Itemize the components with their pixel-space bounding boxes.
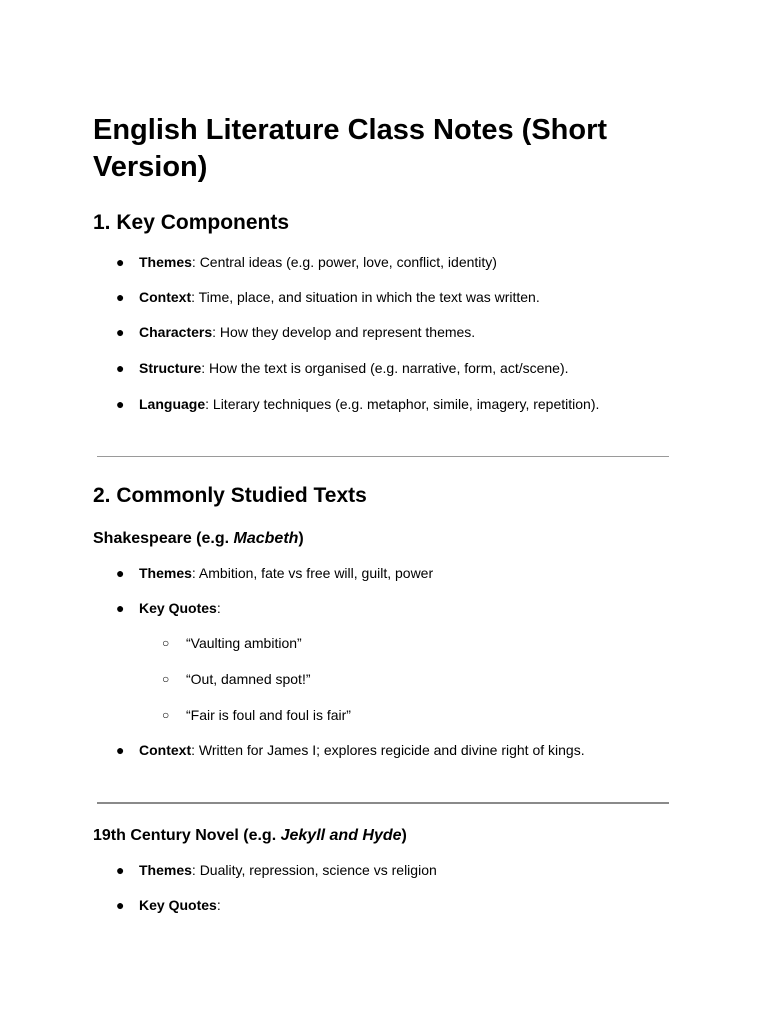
term-label: Context <box>139 742 192 758</box>
hollow-bullet-icon: ○ <box>162 672 170 686</box>
term-description: : How they develop and represent themes. <box>212 324 476 340</box>
term-description: : Ambition, fate vs free will, guilt, power <box>191 565 434 581</box>
bullet-icon: ● <box>116 742 125 758</box>
section-heading-key-components: 1. Key Components <box>93 211 290 234</box>
subheading-prefix: Shakespeare (e.g. <box>93 530 234 547</box>
bullet-icon: ● <box>116 360 125 376</box>
term-label: Themes <box>139 254 192 270</box>
subheading-title: Macbeth <box>233 530 299 547</box>
term-description: : <box>216 897 221 913</box>
term-description: : Literary techniques (e.g. metaphor, simile, imagery, repetition). <box>205 396 600 412</box>
term-description: : <box>216 600 221 616</box>
section-heading-commonly-studied-texts: 2. Commonly Studied Texts <box>93 484 367 507</box>
bullet-icon: ● <box>116 289 125 305</box>
term-description: : Written for James I; explores regicide and divine right of kings. <box>191 742 585 758</box>
term-label: Context <box>139 289 192 305</box>
term-label: Language <box>139 396 206 412</box>
subheading-suffix: ) <box>298 530 304 547</box>
term-description: : Duality, repression, science vs religion <box>191 862 437 878</box>
subheading-title: Jekyll and Hyde <box>280 827 402 844</box>
bullet-icon: ● <box>116 254 125 270</box>
bullet-icon: ● <box>116 862 125 878</box>
subheading-shakespeare <box>93 529 304 549</box>
term-label: Themes <box>139 565 192 581</box>
term-description: : Time, place, and situation in which the text was written. <box>191 289 540 305</box>
term-label: Themes <box>139 862 192 878</box>
subheading-suffix: ) <box>401 827 407 844</box>
page-title: English Literature Class Notes (Short Version) <box>93 114 608 183</box>
horizontal-divider <box>97 456 669 457</box>
bullet-icon: ● <box>116 897 125 913</box>
term-label: Structure <box>139 360 202 376</box>
term-label: Key Quotes <box>139 600 217 616</box>
term-description: : Central ideas (e.g. power, love, conflict, identity) <box>191 254 497 270</box>
horizontal-divider <box>97 802 669 804</box>
term-description: : How the text is organised (e.g. narrative, form, act/scene). <box>201 360 569 376</box>
subheading-19th-century-novel <box>93 826 407 846</box>
quote-text: “Fair is foul and foul is fair” <box>186 707 351 723</box>
term-label: Characters <box>139 324 213 340</box>
bullet-icon: ● <box>116 324 125 340</box>
term-label: Key Quotes <box>139 897 217 913</box>
quote-text: “Out, damned spot!” <box>186 671 311 687</box>
bullet-icon: ● <box>116 565 125 581</box>
bullet-icon: ● <box>116 396 125 412</box>
hollow-bullet-icon: ○ <box>162 708 170 722</box>
hollow-bullet-icon: ○ <box>162 636 170 650</box>
subheading-prefix: 19th Century Novel (e.g. <box>93 827 281 844</box>
bullet-icon: ● <box>116 600 125 616</box>
quote-text: “Vaulting ambition” <box>186 635 302 651</box>
